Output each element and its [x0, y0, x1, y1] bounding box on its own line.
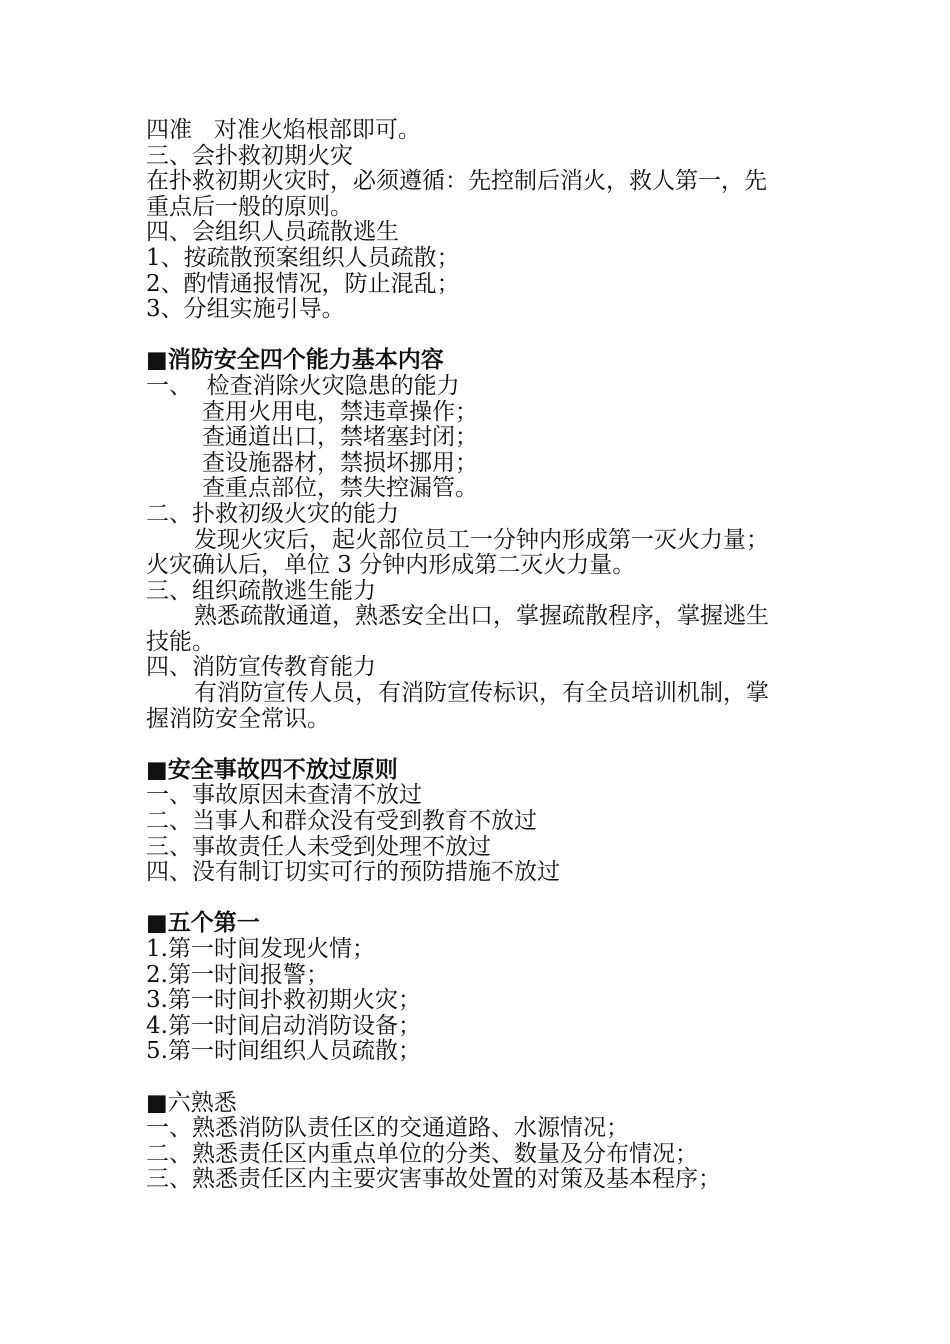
text-line: 二、熟悉责任区内重点单位的分类、数量及分布情况；	[146, 1140, 698, 1167]
text-line: 在扑救初期火灾时，必须遵循：先控制后消火，救人第一，先	[146, 168, 767, 195]
text-line: 三、会扑救初期火灾	[146, 142, 353, 169]
section-heading: ■六熟悉	[146, 1089, 237, 1116]
text-line: 三、事故责任人未受到处理不放过	[146, 833, 491, 860]
text-line: 技能。	[146, 628, 215, 655]
text-line: 三、熟悉责任区内主要灾害事故处置的对策及基本程序；	[146, 1166, 721, 1193]
text-line: 重点后一般的原则。	[146, 193, 353, 220]
spacer	[146, 732, 826, 758]
text-line: 四准 对准火焰根部即可。	[146, 117, 421, 143]
text-line: 四、消防宣传教育能力	[146, 654, 376, 681]
five-firsts-section	[146, 911, 826, 1065]
text-line: 发现火灾后，起火部位员工一分钟内形成第一灭火力量；	[194, 526, 769, 553]
section-heading: ■消防安全四个能力基本内容	[146, 347, 444, 374]
spacer	[146, 323, 826, 349]
document-page	[146, 118, 826, 1193]
text-line: 火灾确认后，单位 3 分钟内形成第二灭火力量。	[146, 552, 636, 579]
six-familiar-section	[146, 1091, 826, 1193]
text-line: 一、事故原因未查清不放过	[146, 782, 422, 809]
text-line: 二、扑救初级火灾的能力	[146, 500, 399, 527]
text-line: 查设施器材，禁损坏挪用；	[202, 449, 478, 476]
text-line: 查用火用电，禁违章操作；	[202, 398, 478, 425]
spacer	[146, 886, 826, 912]
text-line: 四、会组织人员疏散逃生	[146, 219, 399, 246]
text-line: 查重点部位，禁失控漏管。	[202, 475, 478, 502]
list-item: 2.第一时间报警；	[146, 961, 329, 988]
text-line: 查通道出口，禁堵塞封闭；	[202, 424, 478, 451]
section-heading: ■安全事故四不放过原则	[146, 756, 398, 783]
text-line: 二、当事人和群众没有受到教育不放过	[146, 808, 537, 835]
text-line: 有消防宣传人员，有消防宣传标识，有全员培训机制，掌	[194, 680, 769, 707]
list-item: 3.第一时间扑救初期火灾；	[146, 987, 421, 1014]
four-abilities-section	[146, 348, 826, 732]
text-line: 2、酌情通报情况，防止混乱；	[146, 270, 460, 297]
list-item: 4.第一时间启动消防设备；	[146, 1012, 421, 1039]
text-line: 三、组织疏散逃生能力	[146, 577, 376, 604]
text-line: 四、没有制订切实可行的预防措施不放过	[146, 859, 560, 886]
section-heading: ■五个第一	[146, 910, 260, 937]
four-not-let-go-section	[146, 758, 826, 886]
text-line: 熟悉疏散通道，熟悉安全出口，掌握疏散程序，掌握逃生	[194, 603, 769, 630]
text-line: 一、 检查消除火灾隐患的能力	[146, 372, 460, 399]
text-line: 3、分组实施引导。	[146, 296, 345, 323]
text-line: 一、熟悉消防队责任区的交通道路、水源情况；	[146, 1115, 629, 1142]
intro-section	[146, 118, 826, 323]
spacer	[146, 1065, 826, 1091]
list-item: 1.第一时间发现火情；	[146, 936, 375, 962]
text-line: 握消防安全常识。	[146, 705, 330, 732]
list-item: 5.第一时间组织人员疏散；	[146, 1038, 421, 1065]
text-line: 1、按疏散预案组织人员疏散；	[146, 244, 460, 271]
